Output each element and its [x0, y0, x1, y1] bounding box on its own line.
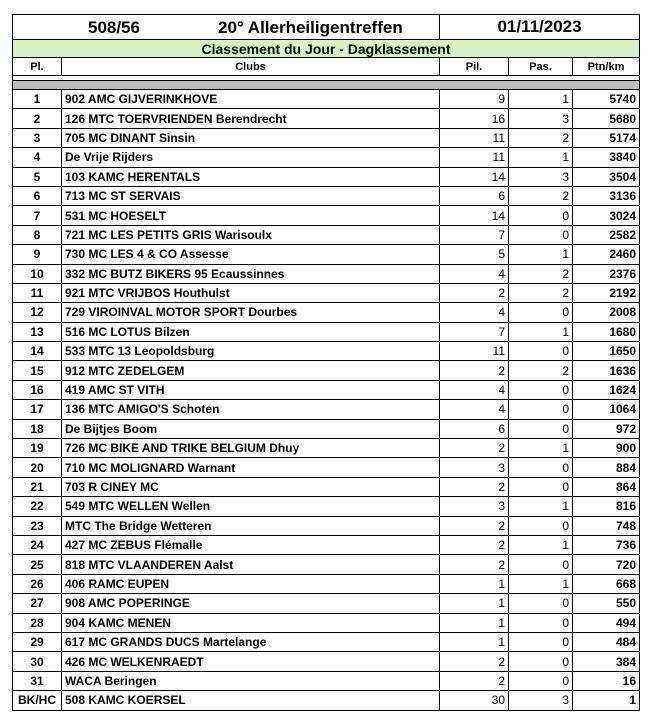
passengers-cell: 1 — [509, 245, 573, 264]
points-cell: 2192 — [573, 283, 640, 302]
table-row — [13, 380, 640, 399]
passengers-cell: 2 — [509, 186, 573, 205]
club-cell: 902 AMC GIJVERINKHOVE — [62, 90, 440, 109]
rank-cell: 2 — [13, 109, 62, 128]
table-row — [13, 90, 640, 109]
club-cell: 726 MC BIKE AND TRIKE BELGIUM Dhuy — [62, 439, 440, 458]
table-row — [13, 206, 640, 225]
pilots-cell: 16 — [440, 109, 509, 128]
points-cell: 494 — [573, 613, 640, 632]
table-row — [13, 439, 640, 458]
rank-cell: 25 — [13, 555, 62, 574]
points-cell: 900 — [573, 439, 640, 458]
points-cell: 972 — [573, 419, 640, 438]
table-row — [13, 148, 640, 167]
rank-cell: 5 — [13, 167, 62, 186]
passengers-cell: 0 — [509, 555, 573, 574]
club-cell: 427 MC ZEBUS Flémalle — [62, 535, 440, 554]
passengers-cell: 2 — [509, 283, 573, 302]
club-cell: 426 MC WELKENRAEDT — [62, 652, 440, 671]
column-header-pil: Pil. — [440, 58, 509, 76]
header-left — [13, 15, 440, 40]
pilots-cell: 11 — [440, 342, 509, 361]
club-cell: 904 KAMC MENEN — [62, 613, 440, 632]
club-cell: 332 MC BUTZ BIKERS 95 Ecaussinnes — [62, 264, 440, 283]
table-row — [13, 264, 640, 283]
rank-cell: 13 — [13, 322, 62, 341]
table-row — [13, 497, 640, 516]
points-cell: 1650 — [573, 342, 640, 361]
event-date: 01/11/2023 — [440, 15, 640, 40]
club-cell: MTC The Bridge Wetteren — [62, 516, 440, 535]
table-row — [13, 245, 640, 264]
pilots-cell: 5 — [440, 245, 509, 264]
passengers-cell: 1 — [509, 439, 573, 458]
passengers-cell: 0 — [509, 652, 573, 671]
passengers-cell: 0 — [509, 477, 573, 496]
pilots-cell: 4 — [440, 303, 509, 322]
table-row — [13, 594, 640, 613]
rank-cell: 18 — [13, 419, 62, 438]
separator-bar — [13, 81, 640, 90]
pilots-cell: 2 — [440, 652, 509, 671]
points-cell: 5680 — [573, 109, 640, 128]
club-cell: De Vrije Rijders — [62, 148, 440, 167]
points-cell: 3136 — [573, 186, 640, 205]
club-cell: 516 MC LOTUS Bilzen — [62, 322, 440, 341]
table-row — [13, 186, 640, 205]
club-cell: 908 AMC POPERINGE — [62, 594, 440, 613]
table-row — [13, 458, 640, 477]
points-cell: 3504 — [573, 167, 640, 186]
column-header-row — [13, 58, 640, 76]
column-header-ptn: Ptn/km — [573, 58, 640, 76]
club-cell: 406 RAMC EUPEN — [62, 574, 440, 593]
passengers-cell: 0 — [509, 206, 573, 225]
table-row — [13, 574, 640, 593]
club-cell: 703 R CINEY MC — [62, 477, 440, 496]
pilots-cell: 30 — [440, 691, 509, 710]
pilots-cell: 7 — [440, 322, 509, 341]
pilots-cell: 1 — [440, 613, 509, 632]
points-cell: 3840 — [573, 148, 640, 167]
passengers-cell: 2 — [509, 361, 573, 380]
rank-cell: 30 — [13, 652, 62, 671]
passengers-cell: 1 — [509, 497, 573, 516]
club-cell: 617 MC GRANDS DUCS Martelange — [62, 632, 440, 651]
pilots-cell: 2 — [440, 516, 509, 535]
rank-cell: 19 — [13, 439, 62, 458]
club-cell: 912 MTC ZEDELGEM — [62, 361, 440, 380]
rank-cell: 11 — [13, 283, 62, 302]
rank-cell: 27 — [13, 594, 62, 613]
passengers-cell: 0 — [509, 632, 573, 651]
club-cell: 705 MC DINANT Sinsin — [62, 128, 440, 147]
column-header-clubs: Clubs — [62, 58, 440, 76]
rank-cell: 22 — [13, 497, 62, 516]
pilots-cell: 14 — [440, 206, 509, 225]
pilots-cell: 2 — [440, 361, 509, 380]
points-cell: 2582 — [573, 225, 640, 244]
points-cell: 884 — [573, 458, 640, 477]
passengers-cell: 0 — [509, 303, 573, 322]
club-cell: 710 MC MOLIGNARD Warnant — [62, 458, 440, 477]
pilots-cell: 4 — [440, 400, 509, 419]
table-row — [13, 652, 640, 671]
points-cell: 2460 — [573, 245, 640, 264]
rank-cell: 10 — [13, 264, 62, 283]
club-cell: De Bijtjes Boom — [62, 419, 440, 438]
pilots-cell: 11 — [440, 128, 509, 147]
table-row — [13, 400, 640, 419]
pilots-cell: 4 — [440, 264, 509, 283]
passengers-cell: 0 — [509, 516, 573, 535]
pilots-cell: 2 — [440, 283, 509, 302]
club-cell: 730 MC LES 4 & CO Assesse — [62, 245, 440, 264]
points-cell: 384 — [573, 652, 640, 671]
rank-cell: 16 — [13, 380, 62, 399]
pilots-cell: 4 — [440, 380, 509, 399]
rank-cell: 3 — [13, 128, 62, 147]
club-cell: 531 MC HOESELT — [62, 206, 440, 225]
points-cell: 1064 — [573, 400, 640, 419]
rank-cell: 20 — [13, 458, 62, 477]
points-cell: 2376 — [573, 264, 640, 283]
column-header-pas: Pas. — [509, 58, 573, 76]
rank-cell: 28 — [13, 613, 62, 632]
pilots-cell: 2 — [440, 555, 509, 574]
passengers-cell: 0 — [509, 458, 573, 477]
rank-cell: 15 — [13, 361, 62, 380]
rank-cell: 4 — [13, 148, 62, 167]
club-cell: 713 MC ST SERVAIS — [62, 186, 440, 205]
pilots-cell: 1 — [440, 574, 509, 593]
passengers-cell: 0 — [509, 225, 573, 244]
passengers-cell: 2 — [509, 264, 573, 283]
pilots-cell: 6 — [440, 419, 509, 438]
table-row — [13, 225, 640, 244]
rank-cell: 17 — [13, 400, 62, 419]
table-row — [13, 477, 640, 496]
pilots-cell: 3 — [440, 458, 509, 477]
points-cell: 864 — [573, 477, 640, 496]
passengers-cell: 0 — [509, 342, 573, 361]
rank-cell: 1 — [13, 90, 62, 109]
rank-cell: 7 — [13, 206, 62, 225]
table-row — [13, 671, 640, 690]
pilots-cell: 6 — [440, 186, 509, 205]
table-row — [13, 322, 640, 341]
table-row — [13, 167, 640, 186]
rank-cell: 8 — [13, 225, 62, 244]
event-number: 508/56 — [88, 18, 140, 37]
points-cell: 5740 — [573, 90, 640, 109]
passengers-cell: 0 — [509, 613, 573, 632]
points-cell: 2008 — [573, 303, 640, 322]
pilots-cell: 1 — [440, 594, 509, 613]
points-cell: 1636 — [573, 361, 640, 380]
rank-cell: 23 — [13, 516, 62, 535]
points-cell: 1 — [573, 691, 640, 710]
passengers-cell: 3 — [509, 691, 573, 710]
ranking-table — [12, 14, 640, 711]
column-header-pl: Pl. — [13, 58, 62, 76]
club-cell: 419 AMC ST VITH — [62, 380, 440, 399]
passengers-cell: 1 — [509, 574, 573, 593]
ranking-subtitle: Classement du Jour - Dagklassement — [13, 40, 640, 58]
rank-cell: 21 — [13, 477, 62, 496]
passengers-cell: 1 — [509, 322, 573, 341]
passengers-cell: 3 — [509, 109, 573, 128]
points-cell: 816 — [573, 497, 640, 516]
table-row — [13, 283, 640, 302]
points-cell: 1680 — [573, 322, 640, 341]
pilots-cell: 2 — [440, 477, 509, 496]
points-cell: 550 — [573, 594, 640, 613]
table-row — [13, 303, 640, 322]
club-cell: 533 MTC 13 Leopoldsburg — [62, 342, 440, 361]
club-cell: 921 MTC VRIJBOS Houthulst — [62, 283, 440, 302]
points-cell: 5174 — [573, 128, 640, 147]
subtitle-row — [13, 40, 640, 58]
ranking-sheet — [12, 14, 639, 711]
pilots-cell: 1 — [440, 632, 509, 651]
points-cell: 16 — [573, 671, 640, 690]
table-row — [13, 342, 640, 361]
club-cell: 126 MTC TOERVRIENDEN Berendrecht — [62, 109, 440, 128]
table-row — [13, 419, 640, 438]
separator-row — [13, 81, 640, 90]
points-cell: 736 — [573, 535, 640, 554]
table-row — [13, 613, 640, 632]
pilots-cell: 11 — [440, 148, 509, 167]
rank-cell: 14 — [13, 342, 62, 361]
rank-cell: 31 — [13, 671, 62, 690]
rank-cell: 6 — [13, 186, 62, 205]
pilots-cell: 3 — [440, 497, 509, 516]
club-cell: 729 VIROINVAL MOTOR SPORT Dourbes — [62, 303, 440, 322]
passengers-cell: 0 — [509, 419, 573, 438]
rank-cell: 24 — [13, 535, 62, 554]
club-cell: 549 MTC WELLEN Wellen — [62, 497, 440, 516]
table-row — [13, 516, 640, 535]
club-cell: 508 KAMC KOERSEL — [62, 691, 440, 710]
points-cell: 484 — [573, 632, 640, 651]
pilots-cell: 14 — [440, 167, 509, 186]
table-row — [13, 109, 640, 128]
pilots-cell: 7 — [440, 225, 509, 244]
points-cell: 748 — [573, 516, 640, 535]
passengers-cell: 0 — [509, 380, 573, 399]
header-row — [13, 15, 640, 40]
rank-cell: 12 — [13, 303, 62, 322]
passengers-cell: 1 — [509, 90, 573, 109]
pilots-cell: 2 — [440, 671, 509, 690]
table-row — [13, 691, 640, 710]
club-cell: 721 MC LES PETITS GRIS Warisoulx — [62, 225, 440, 244]
points-cell: 720 — [573, 555, 640, 574]
table-row — [13, 128, 640, 147]
passengers-cell: 2 — [509, 128, 573, 147]
points-cell: 668 — [573, 574, 640, 593]
passengers-cell: 1 — [509, 535, 573, 554]
passengers-cell: 0 — [509, 594, 573, 613]
table-row — [13, 361, 640, 380]
points-cell: 1624 — [573, 380, 640, 399]
pilots-cell: 2 — [440, 439, 509, 458]
table-row — [13, 632, 640, 651]
club-cell: 818 MTC VLAANDEREN Aalst — [62, 555, 440, 574]
event-title: 20° Allerheiligentreffen — [218, 18, 403, 37]
table-row — [13, 535, 640, 554]
rank-cell: 29 — [13, 632, 62, 651]
rank-cell: 9 — [13, 245, 62, 264]
passengers-cell: 1 — [509, 148, 573, 167]
rank-cell: BK/HC — [13, 691, 62, 710]
club-cell: 103 KAMC HERENTALS — [62, 167, 440, 186]
passengers-cell: 0 — [509, 400, 573, 419]
points-cell: 3024 — [573, 206, 640, 225]
club-cell: 136 MTC AMIGO'S Schoten — [62, 400, 440, 419]
pilots-cell: 9 — [440, 90, 509, 109]
rank-cell: 26 — [13, 574, 62, 593]
passengers-cell: 0 — [509, 671, 573, 690]
pilots-cell: 2 — [440, 535, 509, 554]
passengers-cell: 3 — [509, 167, 573, 186]
table-row — [13, 555, 640, 574]
club-cell: WACA Beringen — [62, 671, 440, 690]
